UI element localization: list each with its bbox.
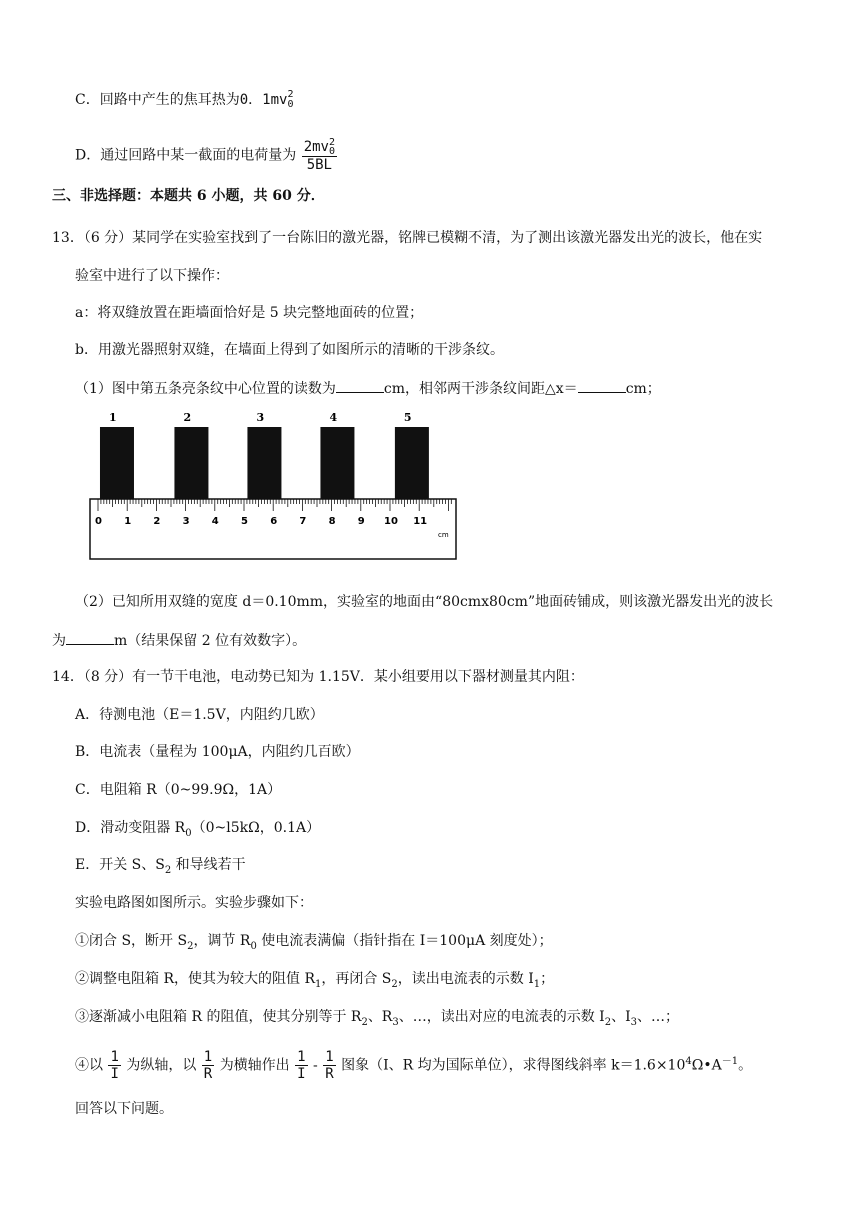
- q13-part2-post: m（结果保留 2 位有效数字）。: [114, 633, 307, 649]
- step2-a: ②调整电阻箱 R，使其为较大的阻值 R: [75, 971, 315, 987]
- q13-step-a: a：将双缝放置在距墙面恰好是 5 块完整地面砖的位置；: [75, 305, 424, 321]
- ruler: [90, 499, 456, 559]
- ruler-label-1: 1: [124, 516, 132, 527]
- section-heading: 三、非选择题：本题共 6 小题，共 60 分．: [52, 188, 325, 204]
- step4-exp2: －1: [721, 1056, 739, 1067]
- option-c: [75, 90, 293, 110]
- q13-part1-a: （1）图中第五条亮条纹中心位置的读数为: [75, 381, 336, 397]
- step2-b: ，再闭合 S: [321, 971, 392, 987]
- step4-g: 。: [738, 1057, 753, 1074]
- fringe-bar-4: [320, 427, 354, 499]
- ruler-label-7: 7: [299, 516, 307, 527]
- fringe-bar-2: [174, 427, 208, 499]
- option-c-v: v: [279, 92, 288, 108]
- step4-f: Ω•A: [691, 1057, 722, 1074]
- step3-d: 、I: [611, 1009, 631, 1025]
- ruler-label-8: 8: [328, 516, 336, 527]
- frac-one-over-i-2: [295, 1049, 307, 1082]
- q13-part2-pre: 为: [52, 633, 66, 649]
- ruler-label-9: 9: [357, 516, 365, 527]
- step-3: [75, 1007, 679, 1033]
- option-a: A．待测电池（E＝1.5V，内阻约几欧）: [75, 707, 324, 723]
- ruler-label-10: 10: [384, 516, 398, 527]
- step3-i3: 3: [630, 1016, 637, 1028]
- step2-s: 2: [391, 978, 398, 990]
- step1-c: 使电流表满偏（指针指在 I＝100μA 刻度处）；: [256, 933, 553, 949]
- option-e-pre: E．开关 S、S: [75, 857, 165, 873]
- ruler-label-5: 5: [241, 516, 248, 527]
- option-d2-post: （0~l5kΩ，0.1A）: [191, 820, 321, 836]
- option-d-num-sup: 2: [328, 137, 336, 148]
- option-e-sub: 2: [164, 864, 172, 876]
- step4-d: -: [313, 1057, 323, 1074]
- step4-a: ④以: [75, 1057, 103, 1074]
- option-d2-sub: 0: [185, 827, 192, 839]
- frac-one-over-r: [202, 1049, 214, 1082]
- ruler-unit: cm: [438, 531, 449, 539]
- option-c-text: C．回路中产生的焦耳热为: [75, 92, 240, 108]
- q13-part1: [75, 378, 661, 399]
- q13-part2-line1: （2）已知所用双缝的宽度 d＝0.10mm，实验室的地面由“80cmx80cm”地面砖铺成，则该激光器发出光的波长: [75, 594, 774, 610]
- option-d-fraction: [302, 138, 337, 173]
- option-d-den: 5BL: [306, 157, 332, 173]
- step1-a: ①闭合 S，断开 S: [75, 933, 188, 949]
- q13-line1: 13．（6 分）某同学在实验室找到了一台陈旧的激光器，铭牌已模糊不清，为了测出该激光器发出光的波长，他在实: [52, 230, 763, 246]
- frac-one-over-i: [108, 1049, 120, 1082]
- step4-e: 图象（I、R 均为国际单位），求得图线斜率 k＝1.6×10: [341, 1057, 686, 1074]
- ruler-label-0: 0: [95, 516, 102, 527]
- option-d2: [75, 818, 320, 844]
- fringe-label-5: 5: [403, 411, 412, 424]
- answer-blank-1[interactable]: [336, 378, 384, 393]
- frac-den-r-2: R: [325, 1066, 334, 1083]
- step4-c: 为横轴作出: [219, 1057, 290, 1074]
- step3-a: ③逐渐减小电阻箱 R 的阻值，使其分别等于 R: [75, 1009, 362, 1025]
- answer-blank-2[interactable]: [578, 378, 626, 393]
- option-e-post: 和导线若干: [171, 857, 246, 873]
- option-c-sup: 2: [287, 89, 294, 100]
- ruler-label-6: 6: [270, 516, 278, 527]
- fringe-label-2: 2: [183, 411, 192, 424]
- q13-step-b: b．用激光器照射双缝，在墙面上得到了如图所示的清晰的干涉条纹。: [75, 342, 504, 358]
- option-d2-pre: D．滑动变阻器 R: [75, 820, 186, 836]
- step1-s: 2: [187, 940, 194, 952]
- step2-r: 1: [314, 978, 322, 990]
- step3-c: 、…，读出对应的电流表的示数 I: [398, 1009, 605, 1025]
- option-b: B．电流表（量程为 100μA，内阻约几百欧）: [75, 744, 360, 760]
- step3-r2: 2: [361, 1016, 368, 1028]
- step3-i2: 2: [604, 1016, 612, 1028]
- ruler-label-2: 2: [153, 516, 161, 527]
- frac-num-2: 1: [203, 1049, 213, 1066]
- step4-exp: 4: [685, 1056, 692, 1067]
- option-e: [75, 855, 246, 881]
- q13-part1-c: cm；: [625, 381, 661, 397]
- step-4: [75, 1044, 753, 1083]
- q13-part2-line2: [52, 630, 306, 651]
- fringe-label-3: 3: [256, 411, 265, 424]
- step2-i: 1: [533, 978, 541, 990]
- answer-blank-3[interactable]: [66, 630, 114, 645]
- q13-line2: 验室中进行了以下操作：: [75, 268, 229, 284]
- step3-b: 、R: [367, 1009, 393, 1025]
- option-d: [75, 138, 338, 173]
- step4-b: 为纵轴，以: [126, 1057, 197, 1074]
- option-c2: C．电阻箱 R（0~99.9Ω，1A）: [75, 782, 282, 798]
- step3-e: 、…；: [637, 1009, 679, 1025]
- fringe-bar-3: [247, 427, 281, 499]
- fringe-bar-5: [395, 427, 429, 499]
- fringe-group: [100, 411, 429, 499]
- interference-fringe-figure: [86, 405, 462, 569]
- option-d-num-sub: 0: [328, 146, 336, 157]
- option-c-sub: 0: [287, 99, 294, 110]
- step2-d: ；: [540, 971, 555, 987]
- fringe-label-1: 1: [108, 411, 117, 424]
- circuit-intro: 实验电路图如图所示。实验步骤如下：: [75, 895, 313, 911]
- ruler-label-3: 3: [182, 516, 190, 527]
- answer-following: 回答以下问题。: [75, 1101, 173, 1117]
- frac-num-3: 1: [297, 1049, 306, 1066]
- option-c-expr: 0．1m: [239, 92, 280, 108]
- option-d-num: 2mv: [303, 139, 329, 155]
- frac-den-i-2: I: [297, 1066, 306, 1083]
- option-d-text: D．通过回路中某一截面的电荷量为: [75, 147, 297, 164]
- ruler-label-4: 4: [211, 516, 219, 527]
- step3-r3: 3: [392, 1016, 399, 1028]
- ruler-label-11: 11: [413, 516, 428, 527]
- step-1: [75, 931, 553, 957]
- q13-part1-b: cm，相邻两干涉条纹间距△x＝: [383, 381, 578, 397]
- frac-den-r: R: [203, 1066, 213, 1083]
- step2-c: ，读出电流表的示数 I: [397, 971, 534, 987]
- fringe-label-4: 4: [329, 411, 338, 424]
- step1-b: ，调节 R: [193, 933, 251, 949]
- frac-den-i: I: [110, 1066, 119, 1083]
- fringe-bar-1: [100, 427, 134, 499]
- frac-one-over-r-2: [323, 1049, 335, 1082]
- q14-line: 14．（8 分）有一节干电池，电动势已知为 1.15V．某小组要用以下器材测量其内阻：: [52, 669, 584, 685]
- step1-r: 0: [250, 940, 257, 952]
- frac-num-1: 1: [110, 1049, 119, 1066]
- frac-num-4: 1: [325, 1049, 334, 1066]
- step-2: [75, 969, 554, 995]
